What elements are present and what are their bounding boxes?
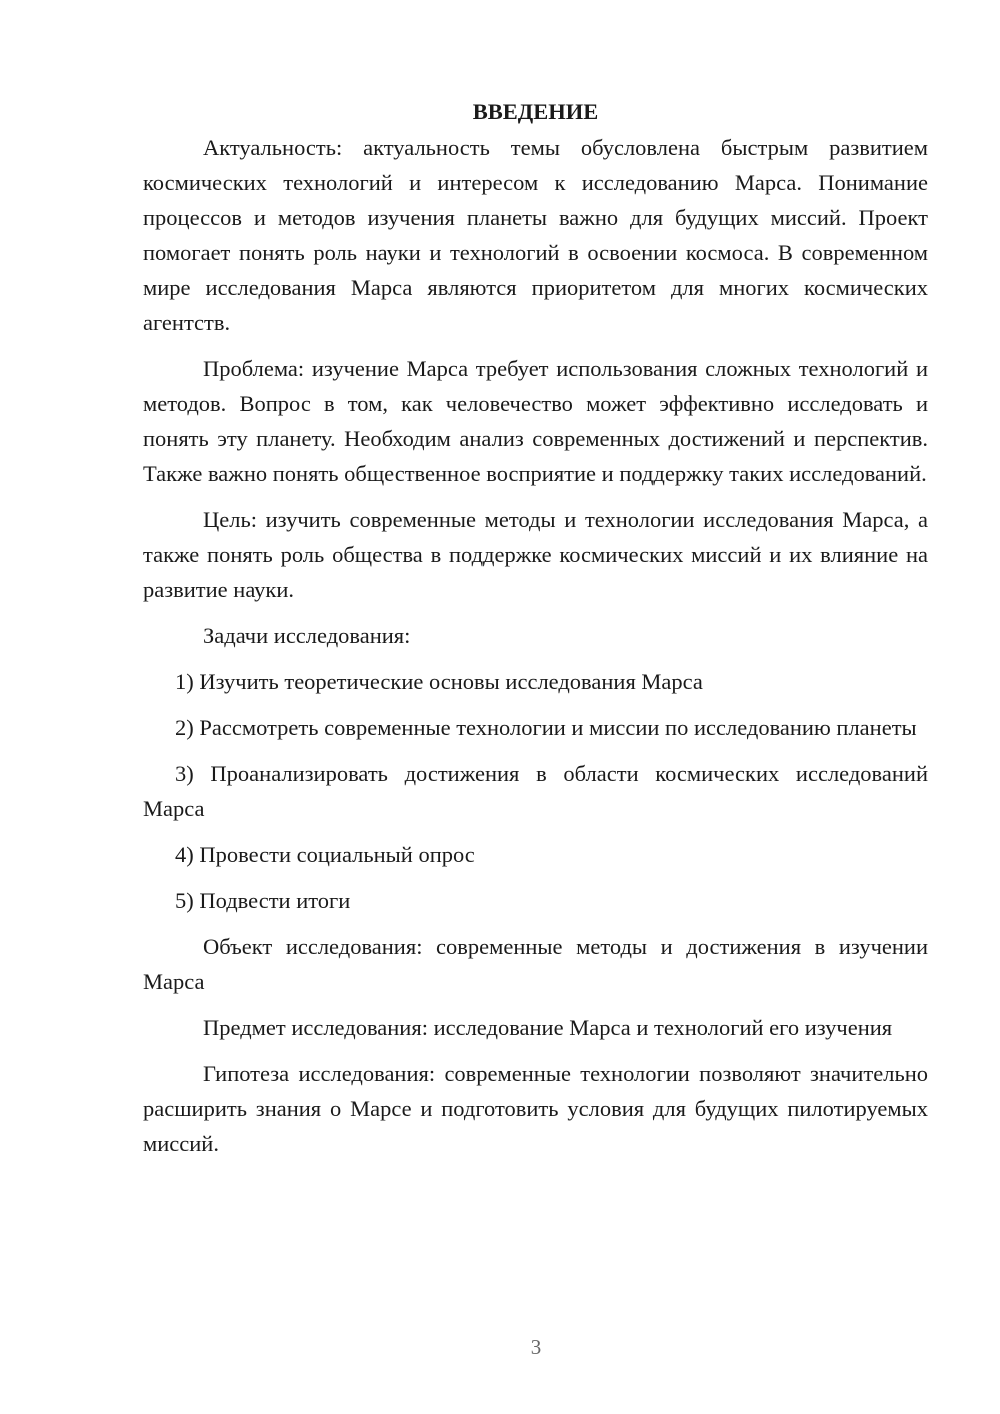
- task-item-5: 5) Подвести итоги: [175, 888, 351, 913]
- page-number: 3: [530, 1335, 542, 1359]
- object-paragraph: Объект исследования: современные методы и достижения в изучении Марса: [143, 934, 928, 994]
- page-title: ВВЕДЕНИЕ: [472, 99, 599, 124]
- task-item-2: 2) Рассмотреть современные технологии и миссии по исследованию планеты: [175, 715, 917, 740]
- hypothesis-paragraph: Гипотеза исследования: современные технологии позволяют значительно расширить знания о Марсе и подготовить условия для будущих пилотируемых миссий.: [143, 1061, 928, 1156]
- relevance-paragraph: Актуальность: актуальность темы обусловлена быстрым развитием космических технологий и интересом к исследованию Марса. Понимание процессов и методов изучения планеты важно для будущих миссий. Проект помогает понять роль науки и технологий в освоении космоса. В современном мире исследования Марса являются приоритетом для многих космических агентств.: [143, 135, 928, 335]
- page-content: [143, 94, 928, 1172]
- task-item-4: 4) Провести социальный опрос: [175, 842, 475, 867]
- tasks-heading: Задачи исследования:: [203, 623, 411, 648]
- goal-paragraph: Цель: изучить современные методы и технологии исследования Марса, а также понять роль общества в поддержке космических миссий и их влияние на развитие науки.: [143, 507, 928, 602]
- subject-paragraph: Предмет исследования: исследование Марса и технологий его изучения: [203, 1015, 893, 1040]
- task-item-3: 3) Проанализировать достижения в области космических исследований Марса: [143, 761, 928, 821]
- problem-paragraph: Проблема: изучение Марса требует использования сложных технологий и методов. Вопрос в том, как человечество может эффективно исследовать и понять эту планету. Необходим анализ современных достижений и перспектив. Также важно понять общественное восприятие и поддержку таких исследований.: [143, 356, 928, 486]
- task-item-1: 1) Изучить теоретические основы исследования Марса: [175, 669, 703, 694]
